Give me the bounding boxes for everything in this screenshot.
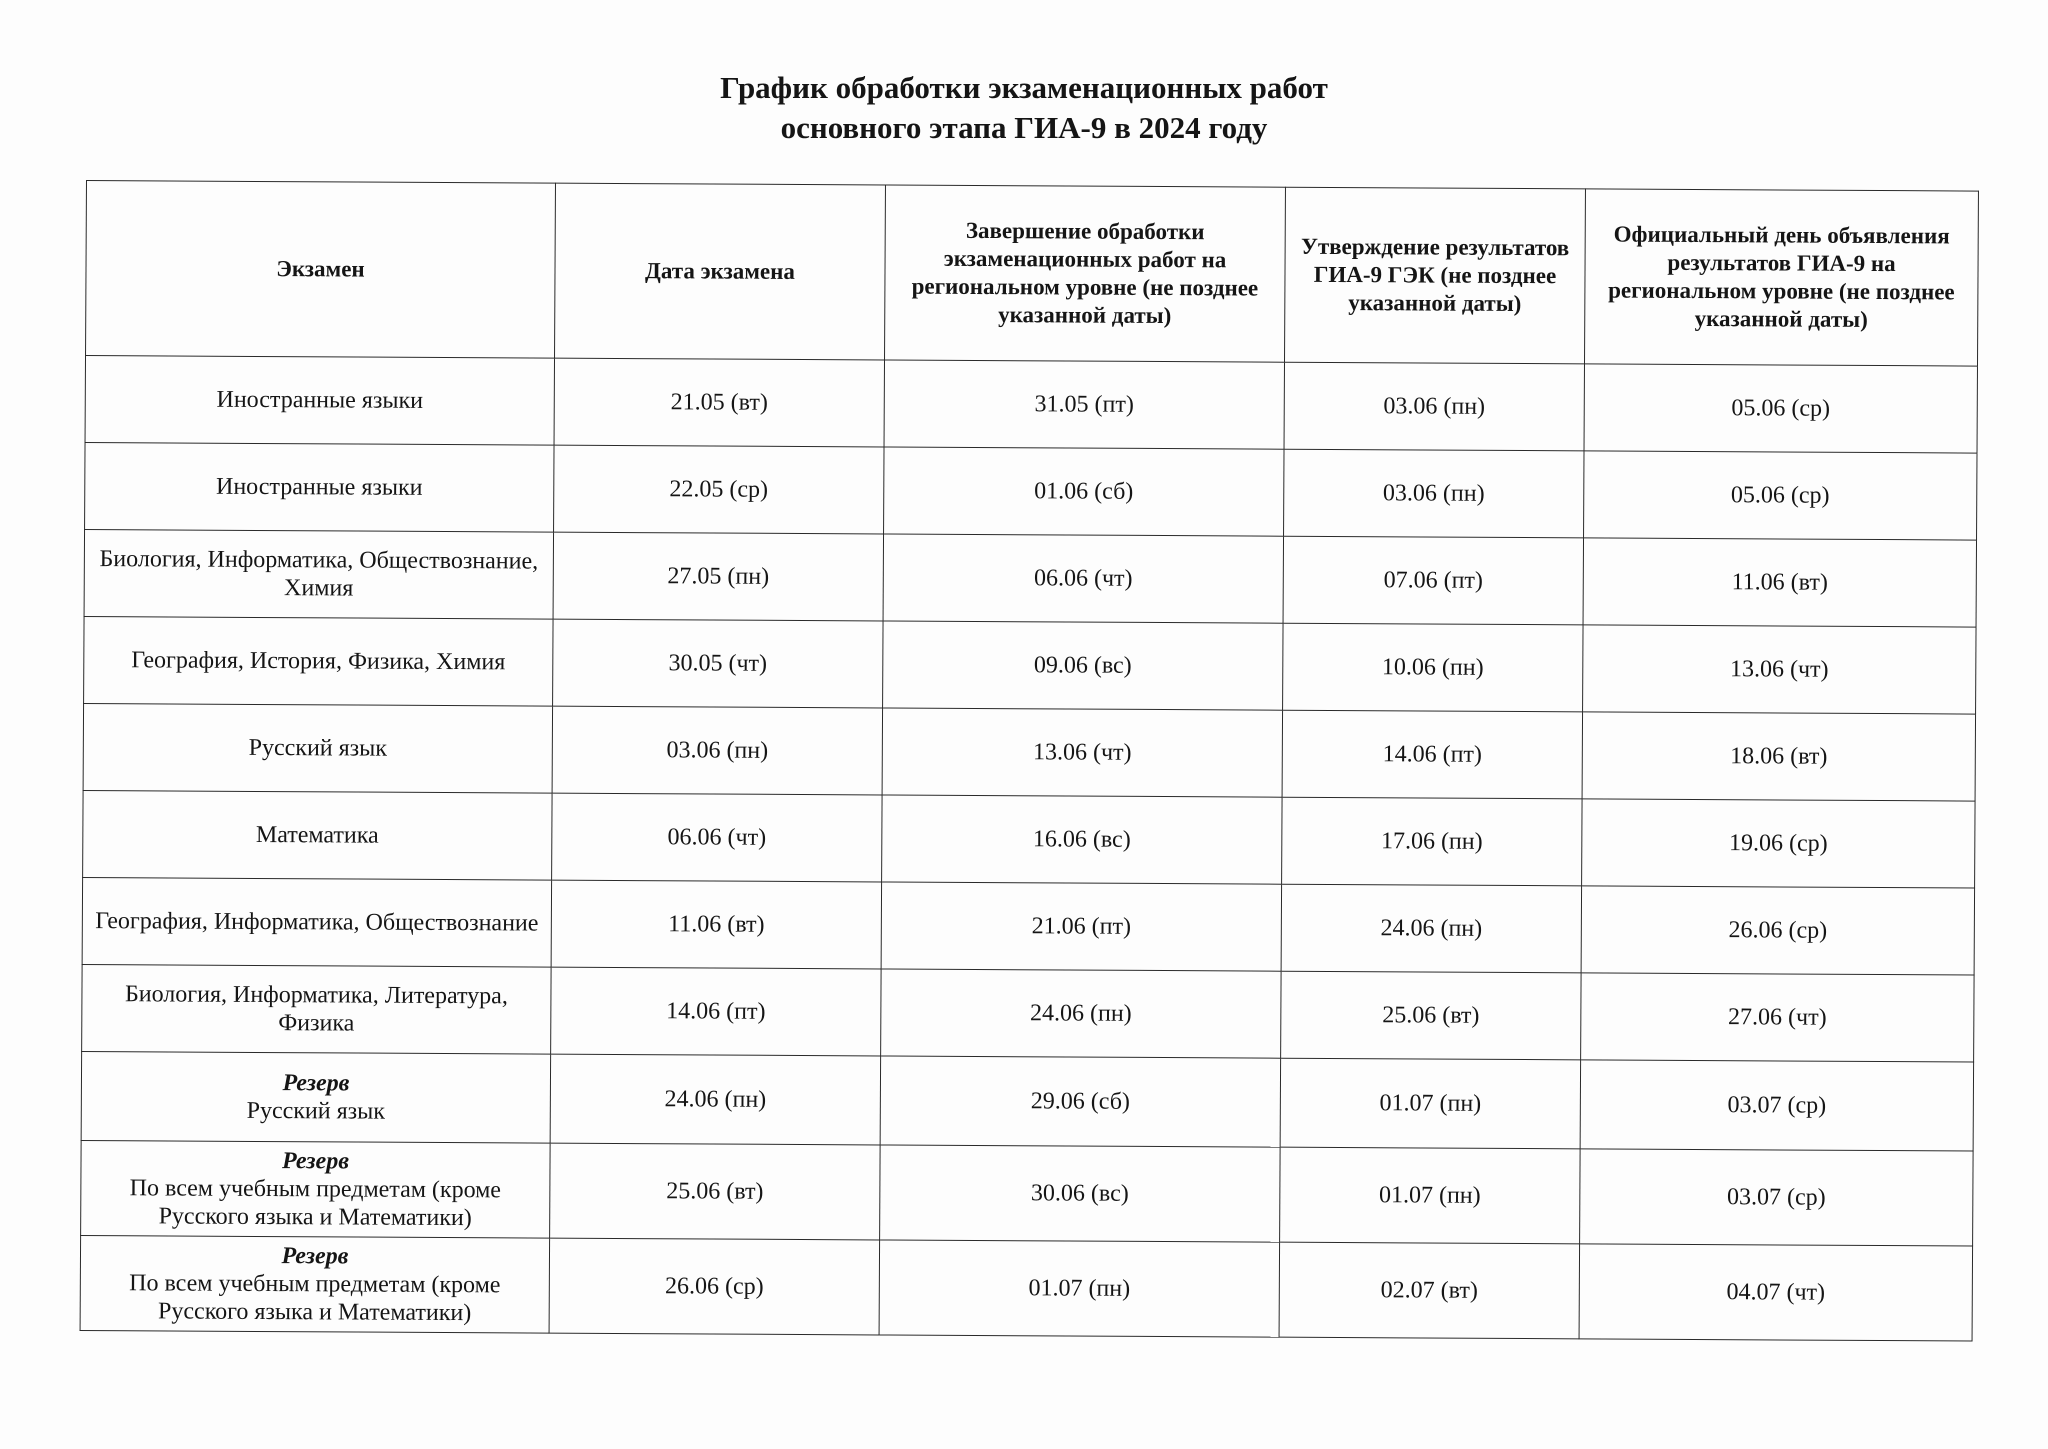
table-row [84,529,1976,627]
reserve-label: Резерв [281,1243,349,1270]
exam-name: Иностранные языки [216,386,424,414]
exam-date-cell: 11.06 (вт) [551,880,881,969]
exam-cell [85,356,554,446]
exam-name: По всем учебным предметам (кроме Русского языка и Математики) [129,1175,502,1232]
processing-end-cell: 30.06 (вс) [880,1145,1281,1242]
table-row [84,616,1976,714]
header-exam: Экзамен [86,181,556,359]
exam-date-cell: 06.06 (чт) [552,793,882,882]
announcement-cell: 03.07 (ср) [1580,1149,1974,1246]
processing-end-cell: 29.06 (сб) [880,1056,1280,1147]
gek-approval-cell: 03.06 (пн) [1284,362,1584,451]
processing-end-cell: 01.07 (пн) [879,1240,1280,1337]
exam-name: Биология, Информатика, Литература, Физика [124,981,508,1037]
announcement-cell: 18.06 (вт) [1582,712,1975,801]
processing-end-cell: 06.06 (чт) [883,534,1283,623]
announcement-cell: 26.06 (ср) [1581,886,1974,975]
exam-name: Математика [255,821,379,849]
reserve-label: Резерв [282,1148,350,1175]
exam-cell [81,1051,550,1143]
title-line-1: График обработки экзаменационных работ [720,70,1328,105]
exam-cell [85,442,554,532]
exam-cell [81,1140,551,1238]
table-row [82,964,1974,1062]
announcement-cell: 19.06 (ср) [1582,799,1975,888]
gek-approval-cell: 25.06 (вт) [1281,971,1581,1060]
table-header-row [86,181,1979,367]
announcement-cell: 04.07 (чт) [1579,1244,1973,1341]
exam-cell [84,616,553,706]
table-row [82,877,1974,975]
exam-date-cell: 14.06 (пт) [551,967,881,1056]
header-processing-end: Завершение обработки экзаменационных работ на региональном уровне (не позднее указанной даты) [885,185,1286,362]
table-row [83,790,1975,888]
exam-name: Биология, Информатика, Обществознание, Химия [99,546,539,602]
exam-date-cell: 26.06 (ср) [549,1238,880,1335]
exam-schedule-table [80,180,1979,1342]
exam-cell [84,529,553,619]
exam-name: По всем учебным предметам (кроме Русского языка и Математики) [129,1270,501,1327]
exam-name: География, История, Физика, Химия [131,647,506,676]
title-line-2: основного этапа ГИА-9 в 2024 году [780,110,1268,145]
exam-cell [83,790,552,880]
header-announcement: Официальный день объявления результатов ГИА-9 на региональном уровне (не позднее указанной даты) [1584,189,1978,366]
exam-date-cell: 25.06 (вт) [550,1143,881,1240]
table-row [81,1051,1973,1151]
exam-cell [82,964,551,1054]
exam-name: Русский язык [248,734,388,762]
processing-end-cell: 21.06 (пт) [881,882,1281,971]
announcement-cell: 11.06 (вт) [1583,538,1976,627]
exam-date-cell: 21.05 (вт) [554,358,884,447]
processing-end-cell: 31.05 (пт) [884,360,1284,449]
table-row [83,703,1975,801]
exam-date-cell: 03.06 (пн) [552,706,882,795]
gek-approval-cell: 10.06 (пн) [1283,623,1583,712]
table-row [81,1140,1974,1246]
announcement-cell: 05.06 (ср) [1584,451,1977,540]
exam-name: Русский язык [246,1097,386,1125]
exam-name: Иностранные языки [215,473,423,501]
exam-date-cell: 22.05 (ср) [554,445,884,534]
announcement-cell: 27.06 (чт) [1581,973,1974,1062]
gek-approval-cell: 17.06 (пн) [1282,797,1582,886]
gek-approval-cell: 14.06 (пт) [1282,710,1582,799]
processing-end-cell: 24.06 (пн) [881,969,1281,1058]
gek-approval-cell: 02.07 (вт) [1279,1242,1580,1339]
header-gek-approval: Утверждение результатов ГИА-9 ГЭК (не позднее указанной даты) [1285,187,1586,364]
announcement-cell: 03.07 (ср) [1580,1060,1973,1151]
table-row [80,1235,1973,1341]
header-exam-date: Дата экзамена [555,183,886,360]
table-row [85,442,1977,540]
processing-end-cell: 13.06 (чт) [882,708,1282,797]
exam-cell [82,877,551,967]
gek-approval-cell: 01.07 (пн) [1280,1058,1580,1149]
exam-date-cell: 27.05 (пн) [553,532,883,621]
document-title [0,68,2048,148]
announcement-cell: 05.06 (ср) [1584,364,1977,453]
exam-cell [80,1235,550,1333]
gek-approval-cell: 01.07 (пн) [1280,1147,1581,1244]
reserve-label: Резерв [282,1070,350,1097]
exam-date-cell: 24.06 (пн) [550,1054,880,1145]
exam-date-cell: 30.05 (чт) [553,619,883,708]
gek-approval-cell: 03.06 (пн) [1284,449,1584,538]
exam-name: География, Информатика, Обществознание [95,908,539,937]
table-row [85,356,1977,454]
processing-end-cell: 09.06 (вс) [883,621,1283,710]
processing-end-cell: 16.06 (вс) [882,795,1282,884]
processing-end-cell: 01.06 (сб) [884,447,1284,536]
exam-cell [83,703,552,793]
gek-approval-cell: 07.06 (пт) [1283,536,1583,625]
gek-approval-cell: 24.06 (пн) [1281,884,1581,973]
announcement-cell: 13.06 (чт) [1583,625,1976,714]
